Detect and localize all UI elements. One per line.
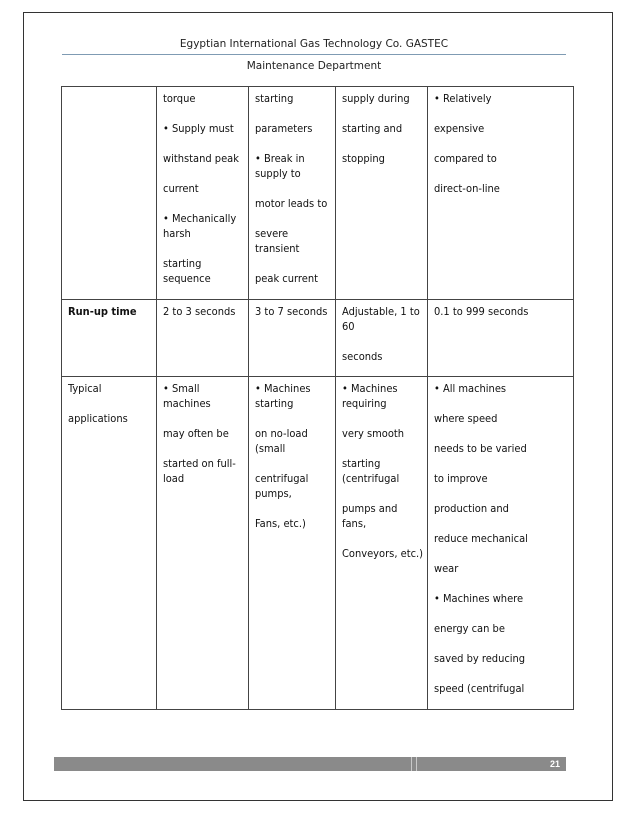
table-row bbox=[62, 87, 574, 300]
header-rule bbox=[62, 54, 566, 55]
cell-line: • Break in supply to bbox=[255, 152, 305, 180]
cell-line: on no-load (small bbox=[255, 427, 308, 455]
cell-line: starting sequence bbox=[163, 257, 211, 285]
cell-line: Adjustable, 1 to 60 bbox=[342, 305, 420, 333]
table-cell bbox=[428, 87, 574, 300]
cell-line: seconds bbox=[342, 350, 383, 363]
row-header-typical-applications: Typical bbox=[68, 382, 102, 395]
cell-line: • Machines starting bbox=[255, 382, 311, 410]
table-cell bbox=[428, 377, 574, 710]
cell-line: torque bbox=[163, 92, 196, 105]
cell-line: peak current bbox=[255, 272, 318, 285]
table-row bbox=[62, 377, 574, 710]
cell-line: saved by reducing bbox=[434, 652, 526, 665]
cell-line: • Supply must bbox=[163, 122, 234, 135]
row-header-run-up-time: Run-up time bbox=[68, 305, 137, 318]
cell-line: • All machines bbox=[434, 382, 507, 395]
cell-line: current bbox=[163, 182, 199, 195]
cell-line: motor leads to bbox=[255, 197, 328, 210]
cell-line: withstand peak bbox=[163, 152, 239, 165]
cell-line: stopping bbox=[342, 152, 385, 165]
table-cell bbox=[62, 377, 157, 710]
row-header-typical-applications-2: applications bbox=[68, 412, 128, 425]
table-cell bbox=[428, 300, 574, 377]
table-row bbox=[62, 300, 574, 377]
cell-line: wear bbox=[434, 562, 459, 575]
cell-line: starting and bbox=[342, 122, 403, 135]
cell-line: needs to be varied bbox=[434, 442, 527, 455]
cell-line: expensive bbox=[434, 122, 485, 135]
table-cell bbox=[157, 300, 249, 377]
table-cell bbox=[157, 377, 249, 710]
cell-line: to improve bbox=[434, 472, 488, 485]
comparison-table bbox=[61, 86, 574, 710]
table-cell bbox=[62, 300, 157, 377]
cell-line: compared to bbox=[434, 152, 497, 165]
footer-bar bbox=[54, 757, 566, 771]
cell-line: Conveyors, etc.) bbox=[342, 547, 424, 560]
cell-line: • Mechanically harsh bbox=[163, 212, 237, 240]
cell-line: may often be bbox=[163, 427, 229, 440]
company-header: Egyptian International Gas Technology Co. GASTEC bbox=[179, 38, 449, 50]
cell-line: starting bbox=[255, 92, 294, 105]
cell-line: pumps and fans, bbox=[342, 502, 398, 530]
table-cell bbox=[249, 377, 336, 710]
cell-line: Fans, etc.) bbox=[255, 517, 306, 530]
cell-line: parameters bbox=[255, 122, 313, 135]
cell-line: 2 to 3 seconds bbox=[163, 305, 236, 318]
cell-line: where speed bbox=[434, 412, 498, 425]
footer-divider bbox=[416, 757, 417, 771]
table-cell bbox=[336, 87, 428, 300]
cell-line: energy can be bbox=[434, 622, 505, 635]
page-number: 21 bbox=[549, 759, 560, 769]
cell-line: very smooth bbox=[342, 427, 405, 440]
cell-line: supply during bbox=[342, 92, 410, 105]
table-cell bbox=[249, 300, 336, 377]
cell-line: 3 to 7 seconds bbox=[255, 305, 328, 318]
cell-line: starting (centrifugal bbox=[342, 457, 400, 485]
cell-line: direct-on-line bbox=[434, 182, 500, 195]
cell-line: speed (centrifugal bbox=[434, 682, 525, 695]
cell-line: started on full-load bbox=[163, 457, 236, 485]
cell-line: • Machines requiring bbox=[342, 382, 398, 410]
table-cell bbox=[157, 87, 249, 300]
cell-line: • Relatively bbox=[434, 92, 492, 105]
cell-line: production and bbox=[434, 502, 509, 515]
cell-line: reduce mechanical bbox=[434, 532, 528, 545]
cell-line: severe transient bbox=[255, 227, 300, 255]
table-cell bbox=[336, 300, 428, 377]
table-cell bbox=[336, 377, 428, 710]
footer-divider bbox=[411, 757, 412, 771]
table-cell bbox=[249, 87, 336, 300]
cell-line: • Machines where bbox=[434, 592, 524, 605]
table-cell bbox=[62, 87, 157, 300]
cell-line: 0.1 to 999 seconds bbox=[434, 305, 529, 318]
department-header: Maintenance Department bbox=[246, 60, 382, 72]
cell-line: • Small machines bbox=[163, 382, 211, 410]
cell-line: centrifugal pumps, bbox=[255, 472, 309, 500]
